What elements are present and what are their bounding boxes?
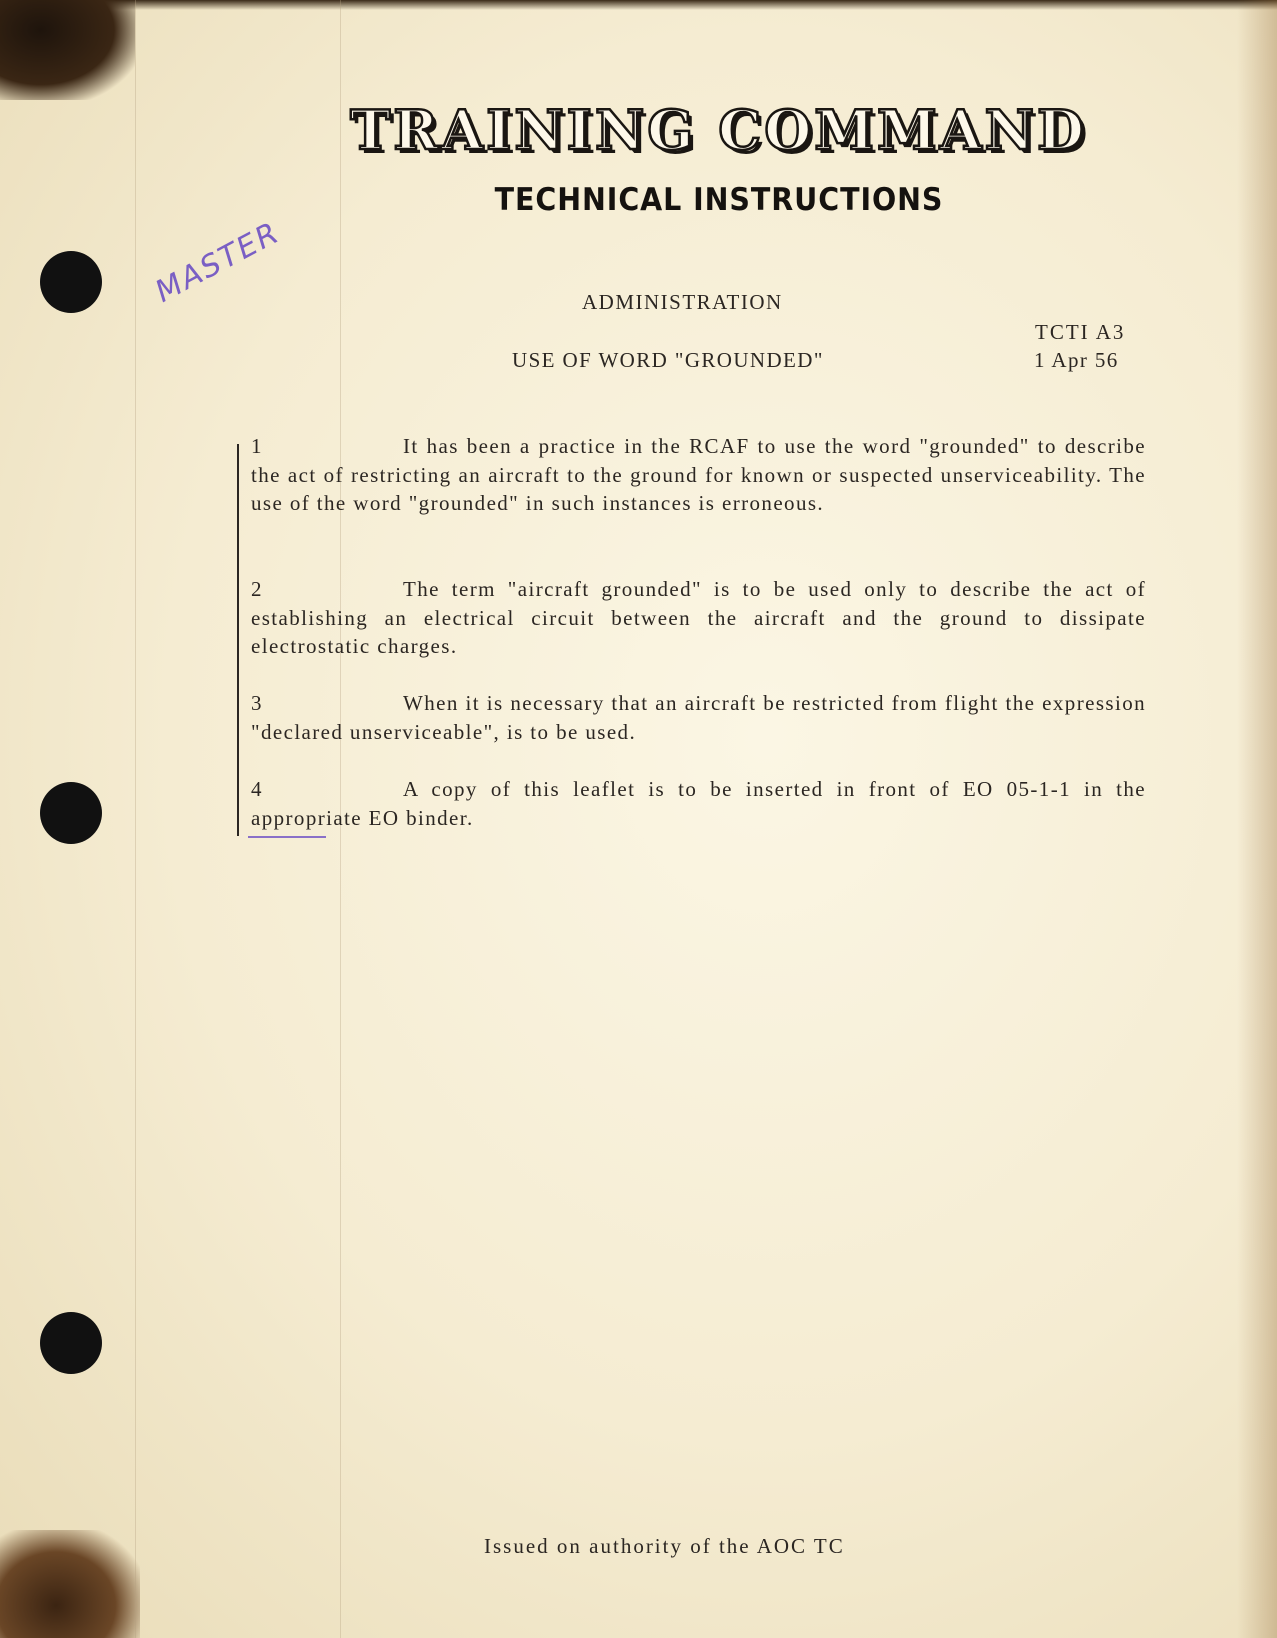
footer-authority: Issued on authority of the AOC TC [484, 1534, 845, 1558]
paragraph-number: 2 [251, 577, 263, 601]
subject-line: USE OF WORD "GROUNDED" [512, 348, 824, 372]
margin-line [135, 0, 136, 1638]
reference-date: 1 Apr 56 [1034, 348, 1119, 372]
paragraph-number: 3 [251, 691, 263, 715]
paragraph-text: It has been a practice in the RCAF to use the word "grounded" to describe the act of restricting an aircraft to the ground for known or suspected unserviceability. The use of the word "grounded" in such instances is erroneous. [251, 434, 1146, 515]
punch-hole [40, 782, 102, 844]
punch-hole [40, 251, 102, 313]
paragraph-number: 4 [251, 777, 263, 801]
paragraph-1 [251, 432, 1146, 518]
handwritten-underline [248, 836, 326, 838]
punch-hole [40, 1312, 102, 1374]
document-subtitle: TECHNICAL INSTRUCTIONS [494, 182, 944, 218]
document-title: TRAINING COMMAND [350, 98, 1087, 162]
paragraph-text: The term "aircraft grounded" is to be used only to describe the act of establishing an electrical circuit between the aircraft and the ground to dissipate electrostatic charges. [251, 577, 1146, 658]
margin-change-bar [237, 444, 239, 836]
stain-bottom-left [0, 1530, 140, 1638]
aged-right-edge [1237, 0, 1277, 1638]
paragraph-number: 1 [251, 434, 263, 458]
section-heading: ADMINISTRATION [582, 290, 783, 314]
paragraph-4 [251, 775, 1146, 832]
paragraph-text: When it is necessary that an aircraft be restricted from flight the expression "declared unserviceable", is to be used. [251, 691, 1146, 744]
handwritten-note: MASTER [149, 215, 286, 310]
paragraph-3 [251, 689, 1146, 746]
torn-top-edge [0, 0, 1277, 10]
stain-top-left [0, 0, 135, 100]
reference-code: TCTI A3 [1035, 320, 1126, 344]
paragraph-text: A copy of this leaflet is to be inserted in front of EO 05-1-1 in the appropriate EO binder. [251, 777, 1146, 830]
paragraph-2 [251, 575, 1146, 661]
